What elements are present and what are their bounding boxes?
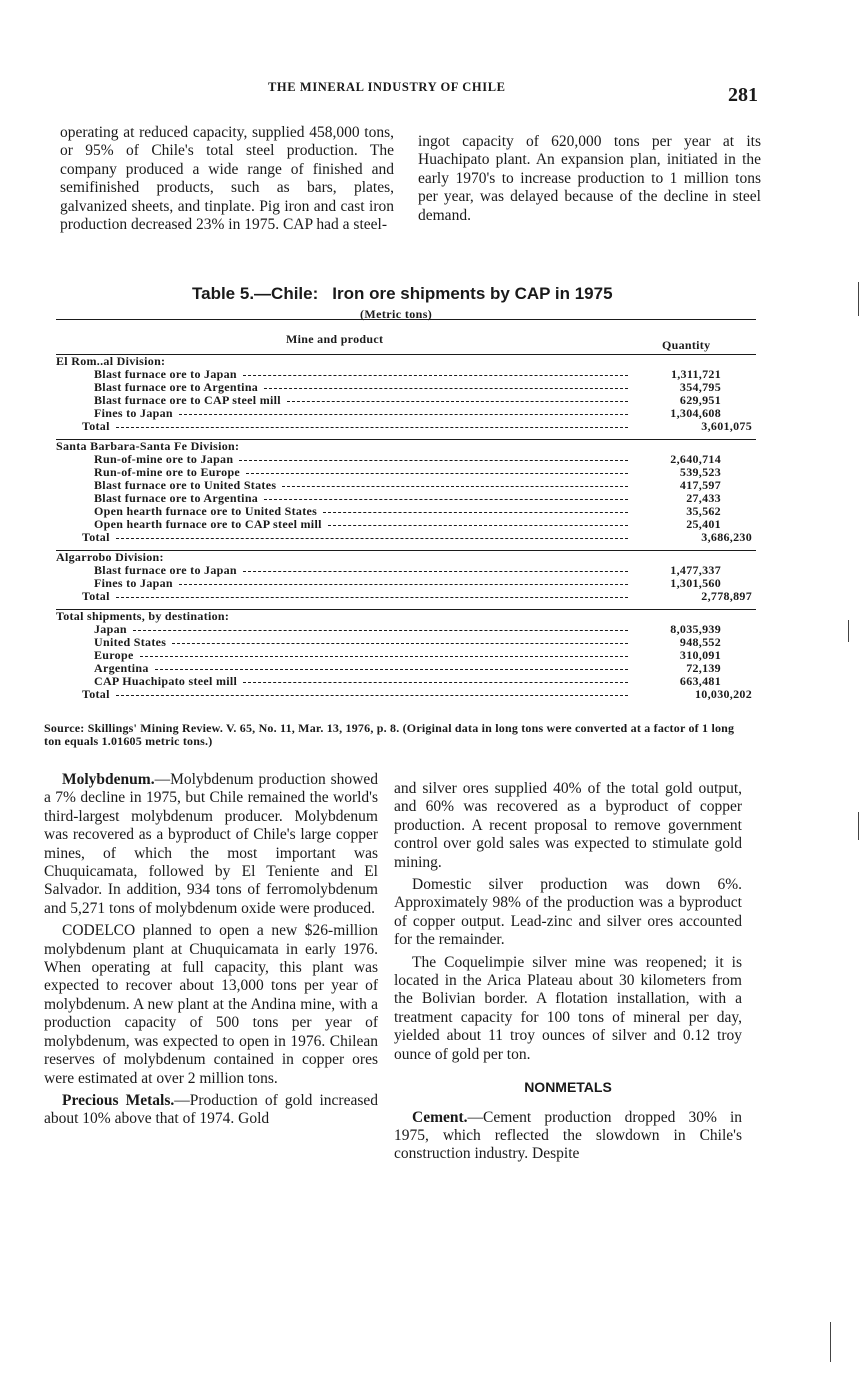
leader-dots <box>116 420 628 433</box>
paragraph-text: —Cement production dropped 30% in 1975, which reflected the slowdown in Chile's construction industry. Despite <box>394 1108 742 1163</box>
row-quantity: 539,523 <box>679 466 721 479</box>
top-right-paragraph: ingot capacity of 620,000 tons per year at its Huachipato plant. An expansion plan, initiated in the early 1970's to increase production to 1 million tons per year, was delayed because of the decline in steel demand. <box>418 133 761 224</box>
table-row <box>56 636 756 649</box>
section-heading-label: El Rom..al Division: <box>56 355 166 368</box>
table-row <box>56 623 756 636</box>
table-section <box>56 439 756 550</box>
table-row <box>56 407 756 420</box>
total-quantity: 10,030,202 <box>626 688 752 701</box>
table-row <box>56 381 756 394</box>
paragraph-text: —Production of gold increased about 10% above that of 1974. Gold <box>44 1091 378 1128</box>
row-label: United States <box>94 636 167 649</box>
section-heading-label: Santa Barbara-Santa Fe Division: <box>56 440 240 453</box>
leader-dots <box>243 675 628 688</box>
table-row <box>56 505 756 518</box>
gold-paragraph <box>394 780 742 872</box>
row-quantity: 35,562 <box>686 505 721 518</box>
section-heading-row <box>56 355 756 368</box>
paragraph-run-head: Precious Metals. <box>62 1091 175 1109</box>
row-label: CAP Huachipato steel mill <box>94 675 238 688</box>
table-title-prefix: Table 5.—Chile: <box>192 284 319 303</box>
section-heading-row <box>56 440 756 453</box>
paragraph-text: and silver ores supplied 40% of the total gold output, and 60% was recovered as a byproduct of copper production. A recent proposal to remove government control over gold sales was expected to stimulate gold mining. <box>394 780 742 871</box>
scan-margin-mark <box>858 812 859 840</box>
row-label: Blast furnace ore to CAP steel mill <box>94 394 281 407</box>
row-quantity: 629,951 <box>679 394 721 407</box>
row-quantity: 72,139 <box>686 662 721 675</box>
table-section <box>56 609 756 707</box>
table-section <box>56 355 756 439</box>
total-quantity: 2,778,897 <box>626 590 752 603</box>
section-heading-label: Algarrobo Division: <box>56 551 164 564</box>
total-quantity: 3,601,075 <box>626 420 752 433</box>
table-row <box>56 394 756 407</box>
table-title <box>192 284 613 304</box>
coquelimpie-paragraph <box>394 954 742 1064</box>
row-quantity: 1,301,560 <box>670 577 721 590</box>
paragraph-text: CODELCO planned to open a new $26-million molybdenum plant at Chuquicamata in early 1976. When operating at full capacity, this plant was expected to recover about 13,000 tons per year of molybdenum. A new plant at the Andina mine, with a production capacity of 500 tons per year of molybdenum, was expected to open in 1976. Chilean reserves of molybdenum contained in copper ores were estimated at over 2 million tons. <box>44 922 378 1087</box>
leader-dots <box>172 636 628 649</box>
paragraph-text: —Molybdenum production showed a 7% decline in 1975, but Chile remained the world's third-largest molybdenum producer. Molybdenum was recovered as a byproduct of Chile's large copper mines, of which the most important was Chuquicamata, followed by El Teniente and El Salvador. In addition, 934 tons of ferromolybdenum and 5,271 tons of molybdenum oxide were produced. <box>44 771 378 917</box>
row-label: Run-of-mine ore to Japan <box>94 453 234 466</box>
row-quantity: 310,091 <box>679 649 721 662</box>
table-row <box>56 649 756 662</box>
column-header-mine: Mine and product <box>286 332 384 346</box>
page-number: 281 <box>728 84 758 106</box>
total-row <box>56 420 756 433</box>
leader-dots <box>239 453 628 466</box>
total-label: Total <box>82 531 110 544</box>
row-quantity: 948,552 <box>679 636 721 649</box>
table-row <box>56 518 756 531</box>
row-quantity: 1,304,608 <box>670 407 721 420</box>
total-quantity: 3,686,230 <box>626 531 752 544</box>
paragraph-run-head: Molybdenum. <box>62 771 155 788</box>
total-row <box>56 688 756 701</box>
row-label: Open hearth furnace ore to United States <box>94 505 318 518</box>
section-heading-label: Total shipments, by destination: <box>56 610 230 623</box>
table-row <box>56 662 756 675</box>
table-row <box>56 368 756 381</box>
leader-dots <box>328 518 628 531</box>
scan-margin-mark <box>848 620 849 642</box>
paragraph-text: The Coquelimpie silver mine was reopened; it is located in the Arica Plateau about 30 kilometers from the Bolivian border. A flotation installation, with a treatment capacity for 100 tons of mineral per day, yielded about 11 troy ounces of silver and 0.12 troy ounce of gold per ton. <box>394 953 742 1063</box>
scan-margin-mark <box>830 1322 831 1362</box>
silver-paragraph <box>394 876 742 950</box>
leader-dots <box>287 394 628 407</box>
table-row <box>56 564 756 577</box>
row-quantity: 27,433 <box>686 492 721 505</box>
scan-margin-mark <box>858 282 859 316</box>
table-row <box>56 466 756 479</box>
row-label: Blast furnace ore to Japan <box>94 368 237 381</box>
running-head: THE MINERAL INDUSTRY OF CHILE <box>268 80 506 94</box>
table-row <box>56 577 756 590</box>
total-label: Total <box>82 420 110 433</box>
table-unit: (Metric tons) <box>360 307 433 321</box>
leader-dots <box>116 590 628 603</box>
leader-dots <box>243 564 628 577</box>
total-label: Total <box>82 688 110 701</box>
total-row <box>56 590 756 603</box>
data-table <box>56 319 756 707</box>
column-header-quantity: Quantity <box>662 338 711 352</box>
table-section <box>56 550 756 609</box>
body-left-column <box>44 771 378 1133</box>
row-quantity: 663,481 <box>679 675 721 688</box>
row-label: Japan <box>94 623 127 636</box>
row-label: Run-of-mine ore to Europe <box>94 466 241 479</box>
paragraph-run-head: Cement. <box>412 1108 468 1126</box>
row-quantity: 2,640,714 <box>670 453 721 466</box>
row-quantity: 417,597 <box>679 479 721 492</box>
molybdenum-paragraph <box>44 771 378 918</box>
paragraph-text: Domestic silver production was down 6%. Approximately 98% of the production was a byproduct of copper output. Lead-zinc and silver ores accounted for the remainder. <box>394 876 742 949</box>
leader-dots <box>155 662 628 675</box>
total-row <box>56 531 756 544</box>
table-source-note: Source: Skillings' Mining Review. V. 65, No. 11, Mar. 13, 1976, p. 8. (Original data in long tons were converted at a factor of 1 long ton equals 1.01605 metric tons.) <box>44 721 735 748</box>
leader-dots <box>133 623 628 636</box>
table-body <box>56 355 756 707</box>
nonmetals-heading: NONMETALS <box>524 1079 612 1096</box>
leader-dots <box>282 479 628 492</box>
leader-dots <box>179 577 628 590</box>
row-label: Fines to Japan <box>94 577 173 590</box>
leader-dots <box>264 381 628 394</box>
table-row <box>56 453 756 466</box>
row-label: Blast furnace ore to United States <box>94 479 277 492</box>
table-row <box>56 675 756 688</box>
table-title-main: Iron ore shipments by CAP in 1975 <box>332 284 613 303</box>
row-label: Fines to Japan <box>94 407 173 420</box>
row-label: Open hearth furnace ore to CAP steel mill <box>94 518 322 531</box>
row-label: Argentina <box>94 662 149 675</box>
table-row <box>56 479 756 492</box>
row-label: Blast furnace ore to Japan <box>94 564 237 577</box>
leader-dots <box>116 688 628 701</box>
precious-metals-paragraph <box>44 1092 378 1129</box>
top-left-paragraph: operating at reduced capacity, supplied 458,000 tons, or 95% of Chile's total steel production. The company produced a wide range of finished and semifinished products, such as bars, plates, galvanized sheets, and tinplate. Pig iron and cast iron production decreased 23% in 1975. CAP had a steel- <box>60 124 394 234</box>
leader-dots <box>246 466 628 479</box>
table-row <box>56 492 756 505</box>
table-header <box>56 320 756 355</box>
total-label: Total <box>82 590 110 603</box>
leader-dots <box>140 649 628 662</box>
row-quantity: 25,401 <box>686 518 721 531</box>
leader-dots <box>264 492 628 505</box>
section-heading-row <box>56 610 756 623</box>
leader-dots <box>323 505 628 518</box>
row-quantity: 1,477,337 <box>670 564 721 577</box>
leader-dots <box>179 407 628 420</box>
row-label: Europe <box>94 649 134 662</box>
row-label: Blast furnace ore to Argentina <box>94 492 259 505</box>
leader-dots <box>116 531 628 544</box>
leader-dots <box>243 368 628 381</box>
body-right-column <box>394 780 742 1168</box>
row-quantity: 1,311,721 <box>670 368 721 381</box>
row-quantity: 8,035,939 <box>670 623 721 636</box>
row-quantity: 354,795 <box>679 381 721 394</box>
codelco-paragraph <box>44 922 378 1088</box>
cement-paragraph <box>394 1109 742 1164</box>
section-heading-row <box>56 551 756 564</box>
row-label: Blast furnace ore to Argentina <box>94 381 259 394</box>
